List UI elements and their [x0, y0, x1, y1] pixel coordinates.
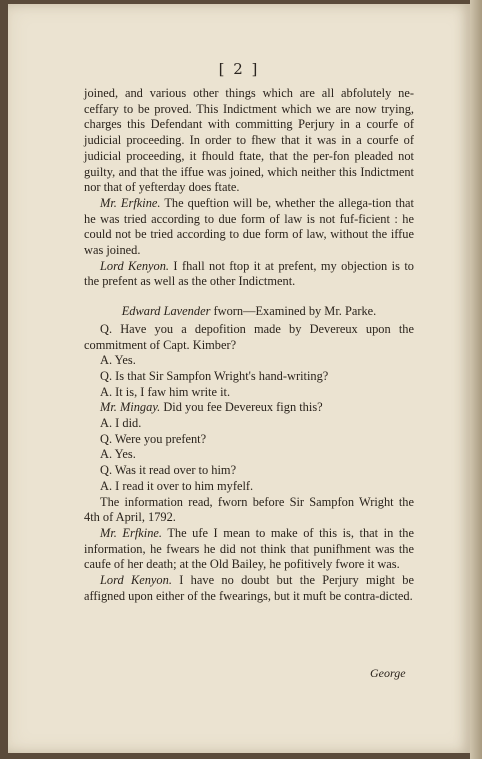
- paragraph-kenyon-2: [84, 573, 414, 604]
- speaker: Lord Kenyon.: [100, 258, 169, 273]
- paragraph-erskine-1: [84, 196, 414, 259]
- examination-heading: [84, 304, 414, 320]
- page-text: [84, 86, 414, 605]
- qa-line: A. It is, I faw him write it.: [100, 384, 231, 399]
- paragraph-information: The information read, fworn before Sir Sampfon Wright the 4th of April, 1792.: [84, 494, 414, 525]
- speech: Did you fee Devereux fign this?: [160, 400, 323, 415]
- qa-line: A. I did.: [100, 416, 142, 431]
- speaker: Mr. Erfkine.: [100, 195, 161, 210]
- page-number: [ 2 ]: [218, 60, 260, 78]
- speaker: Lord Kenyon.: [100, 573, 172, 588]
- qa-line: Q. Have you a depofition made by Devereux upon the commitment of Capt. Kimber?: [84, 321, 414, 352]
- book-edge: [470, 0, 482, 759]
- qa-line: Q. Were you prefent?: [100, 431, 207, 446]
- heading-rest: fworn—Examined by Mr. Parke.: [210, 304, 377, 319]
- qa-line: A. Yes.: [100, 447, 136, 462]
- qa-line: Q. Is that Sir Sampfon Wright's hand-writing?: [100, 368, 329, 383]
- qa-line: Q. Was it read over to him?: [100, 463, 237, 478]
- speech: I fhall not ftop it at prefent, my objection is to the prefent as well as the other Indictment.: [84, 258, 414, 289]
- witness-name: Edward Lavender: [121, 304, 211, 319]
- speech: The queftion will be, whether the allega-tion that he was tried according to due form of law is not fuf-ficient : he could not be tried according to due form of law, without the iffue was joined.: [84, 195, 414, 258]
- speaker: Mr. Erfkine.: [100, 525, 162, 540]
- qa-line: A. I read it over to him myfelf.: [100, 478, 254, 493]
- paragraph-mingay: [84, 400, 414, 416]
- paragraph-erskine-2: [84, 526, 414, 573]
- speech: The ufe I mean to make of this is, that in the information, he fwears he did not think that punifhment was the caufe of her death; at the Old Bailey, he pofitively fwore it was.: [84, 525, 414, 572]
- speech: I have no doubt but the Perjury might be affigned upon either of the fwearings, but it muft be contra-dicted.: [84, 573, 414, 603]
- catchword: George: [370, 666, 406, 680]
- paragraph-kenyon-1: [84, 259, 414, 290]
- qa-line: A. Yes.: [100, 353, 136, 368]
- paragraph-1: joined, and various other things which are all abfolutely ne-ceffary to be proved. This Indictment which we are now trying, charges this Defendant with committing Perjury in a courfe of judicial proceeding. In order to fhew that it was in a courfe of judicial proceeding, it fhould ftate, that the per-fon pleaded not guilty, and that the iffue was joined, which neither this Indictment nor that of yefterday does ftate.: [84, 86, 414, 195]
- speaker: Mr. Mingay.: [100, 400, 161, 415]
